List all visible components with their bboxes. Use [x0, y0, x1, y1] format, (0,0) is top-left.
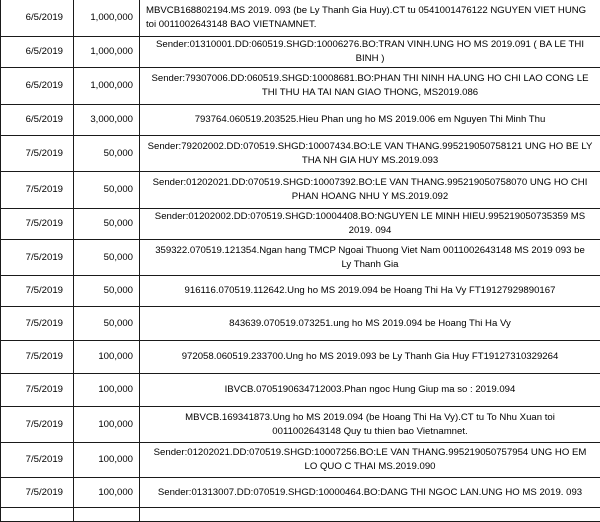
date-cell: 7/5/2019 [1, 407, 74, 443]
amount-cell: 50,000 [74, 276, 140, 307]
amount-cell: 3,000,000 [74, 105, 140, 136]
description-cell: Sender:01310001.DD:060519.SHGD:10006276.BO:TRAN VINH.UNG HO MS 2019.091 ( BA LE THI BINH ) [140, 37, 600, 68]
table-row [1, 508, 600, 522]
table-row [1, 172, 600, 209]
description-cell: Sender:01202021.DD:070519.SHGD:10007392.BO:LE VAN THANG.995219050758070 UNG HO CHI PHAN HOANG NHU Y MS.2019.092 [140, 172, 600, 209]
amount-cell: 1,000,000 [74, 68, 140, 105]
table-row [1, 341, 600, 374]
date-cell: 7/5/2019 [1, 240, 74, 276]
table-row [1, 407, 600, 443]
description-cell [140, 508, 600, 522]
table-row [1, 105, 600, 136]
amount-cell: 100,000 [74, 443, 140, 478]
table-row [1, 478, 600, 508]
table-row [1, 209, 600, 240]
description-cell: Sender:01202021.DD:070519.SHGD:10007256.BO:LE VAN THANG.995219050757954 UNG HO EM LO QUO C THAI MS.2019.090 [140, 443, 600, 478]
description-cell: 972058.060519.233700.Ung ho MS 2019.093 be Ly Thanh Gia Huy FT19127310329264 [140, 341, 600, 374]
amount-cell: 1,000,000 [74, 37, 140, 68]
description-cell: 359322.070519.121354.Ngan hang TMCP Ngoai Thuong Viet Nam 0011002643148 MS 2019 093 be Ly Thanh Gia [140, 240, 600, 276]
amount-cell: 100,000 [74, 374, 140, 407]
date-cell: 7/5/2019 [1, 443, 74, 478]
description-cell: IBVCB.0705190634712003.Phan ngoc Hung Giup ma so : 2019.094 [140, 374, 600, 407]
table-row [1, 374, 600, 407]
amount-cell: 100,000 [74, 341, 140, 374]
amount-cell: 1,000,000 [74, 0, 140, 37]
date-cell [1, 508, 74, 522]
date-cell: 7/5/2019 [1, 136, 74, 172]
date-cell: 7/5/2019 [1, 172, 74, 209]
table-row [1, 68, 600, 105]
date-cell: 7/5/2019 [1, 478, 74, 508]
description-cell: Sender:01313007.DD:070519.SHGD:10000464.BO:DANG THI NGOC LAN.UNG HO MS 2019. 093 [140, 478, 600, 508]
amount-cell: 50,000 [74, 136, 140, 172]
table-row [1, 136, 600, 172]
amount-cell: 50,000 [74, 172, 140, 209]
amount-cell [74, 508, 140, 522]
date-cell: 7/5/2019 [1, 307, 74, 341]
description-cell: MBVCB168802194.MS 2019. 093 (be Ly Thanh Gia Huy).CT tu 0541001476122 NGUYEN VIET HUNG toi 0011002643148 BAO VIETNAMNET. [140, 0, 600, 37]
amount-cell: 50,000 [74, 307, 140, 341]
description-cell: MBVCB.169341873.Ung ho MS 2019.094 (be Hoang Thi Ha Vy).CT tu To Nhu Xuan toi 0011002643148 Quy tu thien bao Vietnamnet. [140, 407, 600, 443]
table-row [1, 443, 600, 478]
date-cell: 6/5/2019 [1, 37, 74, 68]
description-cell: Sender:01202002.DD:070519.SHGD:10004408.BO:NGUYEN LE MINH HIEU.995219050735359 MS 2019. 094 [140, 209, 600, 240]
description-cell: Sender:79202002.DD:070519.SHGD:10007434.BO:LE VAN THANG.995219050758121 UNG HO BE LY THA NH GIA HUY MS.2019.093 [140, 136, 600, 172]
amount-cell: 50,000 [74, 209, 140, 240]
amount-cell: 100,000 [74, 407, 140, 443]
date-cell: 7/5/2019 [1, 341, 74, 374]
date-cell: 7/5/2019 [1, 276, 74, 307]
date-cell: 7/5/2019 [1, 374, 74, 407]
amount-cell: 100,000 [74, 478, 140, 508]
table-row [1, 37, 600, 68]
date-cell: 7/5/2019 [1, 209, 74, 240]
date-cell: 6/5/2019 [1, 105, 74, 136]
description-cell: Sender:79307006.DD:060519.SHGD:10008681.BO:PHAN THI NINH HA.UNG HO CHI LAO CONG LE THI THU HA TAI NAN GIAO THONG, MS2019.086 [140, 68, 600, 105]
table-row [1, 0, 600, 37]
description-cell: 843639.070519.073251.ung ho MS 2019.094 be Hoang Thi Ha Vy [140, 307, 600, 341]
table-row [1, 307, 600, 341]
date-cell: 6/5/2019 [1, 68, 74, 105]
description-cell: 793764.060519.203525.Hieu Phan ung ho MS 2019.006 em Nguyen Thi Minh Thu [140, 105, 600, 136]
table-row [1, 240, 600, 276]
amount-cell: 50,000 [74, 240, 140, 276]
description-cell: 916116.070519.112642.Ung ho MS 2019.094 be Hoang Thi Ha Vy FT19127929890167 [140, 276, 600, 307]
table-row [1, 276, 600, 307]
date-cell: 6/5/2019 [1, 0, 74, 37]
